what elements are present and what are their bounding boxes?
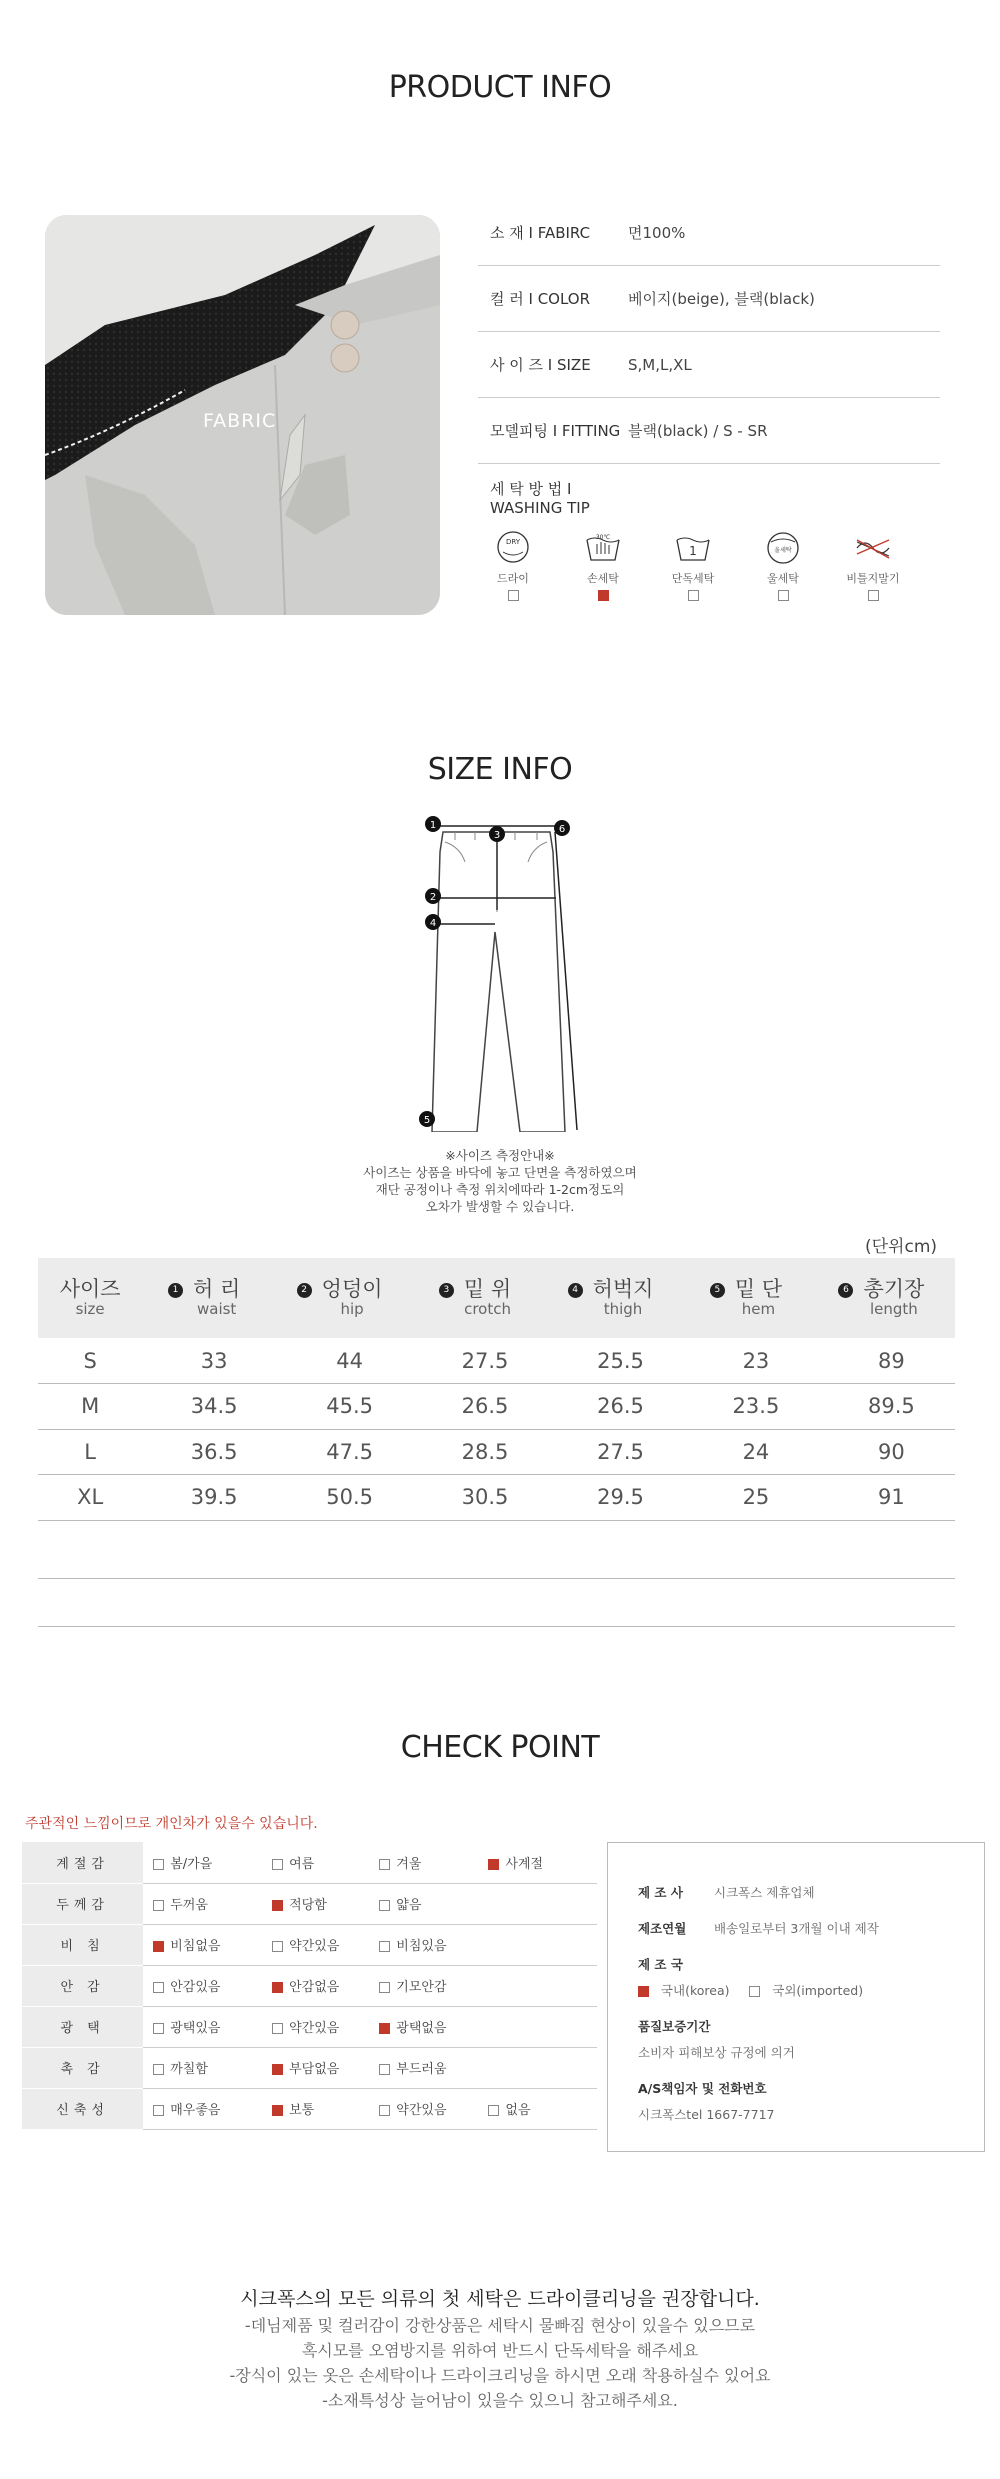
info-key: 컬 러 I COLOR [490,290,591,308]
option-label: 광택없음 [396,2021,447,2036]
empty-cell [478,1924,597,1965]
empty-cell [478,2006,597,2047]
size-guide [0,1147,1000,1215]
option-label: 얇음 [396,1898,422,1913]
option-label: 광택있음 [170,2021,221,2036]
header-en: crotch [464,1300,511,1319]
pants-diagram [415,812,595,1136]
wash-item [753,530,813,601]
product-info-row [478,200,940,266]
size-value: 28.5 [413,1429,537,1475]
option-label: 약간있음 [289,1939,340,1954]
option-checkbox[interactable] [153,1900,164,1911]
header-en: hem [741,1300,776,1319]
check-option[interactable] [369,2047,478,2088]
option-checkbox[interactable] [272,1859,283,1870]
check-point-label: 촉 감 [22,2047,143,2088]
measure-number-badge: 5 [710,1283,725,1298]
check-option[interactable] [262,2088,369,2129]
size-info-title: SIZE INFO [427,752,573,787]
size-label: S [38,1338,142,1384]
option-checkbox[interactable] [153,1941,164,1952]
separate-wash-icon [673,530,713,566]
domestic-label: 국내(korea) [660,1983,730,1998]
domestic-checkbox[interactable] [638,1986,649,1997]
wash-label: 울세탁 [767,572,799,585]
country-key: 제 조 국 [638,1957,683,1972]
option-checkbox[interactable] [488,1859,499,1870]
svg-text:3: 3 [493,830,501,841]
check-option[interactable] [262,1924,369,1965]
info-value: 베이지(beige), 블랙(black) [628,290,815,308]
product-info-row [478,266,940,332]
option-label: 겨울 [396,1856,422,1872]
header-en: waist [196,1300,237,1319]
wash-checkbox[interactable] [778,590,789,601]
size-guide-line: ※사이즈 측정안내※ [445,1148,555,1163]
size-guide-line: 사이즈는 상품을 바닥에 놓고 단면을 측정하였으며 [363,1165,637,1180]
fabric-label: FABRIC [203,410,277,432]
empty-cell [478,2047,597,2088]
check-option[interactable] [143,1924,262,1965]
wash-label: 손세탁 [587,572,619,585]
size-value: 44 [266,1338,413,1384]
size-row [38,1475,955,1521]
size-value: 50.5 [266,1475,413,1521]
size-value: 25 [684,1475,808,1521]
imported-checkbox[interactable] [749,1986,760,1997]
option-label: 적당함 [289,1898,327,1913]
wash-item [663,530,723,601]
svg-text:울세탁: 울세탁 [774,547,792,554]
check-option[interactable] [369,2006,478,2047]
size-header [266,1258,413,1338]
wash-checkbox[interactable] [508,590,519,601]
check-point-row [22,2088,597,2129]
hand-wash-icon [583,530,623,566]
check-point-label: 안 감 [22,1965,143,2006]
size-value: 39.5 [142,1475,266,1521]
size-guide-line: 오차가 발생할 수 있습니다. [425,1199,575,1214]
wash-checkbox[interactable] [868,590,879,601]
option-label: 약간있음 [289,2021,340,2036]
as-key: A/S책임자 및 전화번호 [638,2081,767,2096]
size-value: 23.5 [684,1384,808,1430]
size-value: 27.5 [413,1338,537,1384]
size-value: 36.5 [142,1429,266,1475]
measure-number-badge: 4 [568,1283,583,1298]
measure-number-badge: 3 [439,1283,454,1298]
check-option[interactable] [143,2006,262,2047]
notice-line: 혹시모를 오염방지를 위하여 반드시 단독세탁을 해주세요 [301,2341,699,2360]
option-checkbox[interactable] [153,1859,164,1870]
option-label: 두꺼움 [170,1898,208,1913]
svg-text:1: 1 [429,820,437,831]
size-value: 89 [808,1338,955,1384]
check-point-title: CHECK POINT [400,1730,600,1765]
check-option[interactable] [478,2088,597,2129]
size-header [413,1258,537,1338]
header-ko: 사이즈 [59,1277,121,1302]
check-point-row [22,1883,597,1924]
option-checkbox[interactable] [272,2023,283,2034]
size-header [684,1258,808,1338]
option-label: 여름 [289,1856,315,1872]
option-label: 매우좋음 [170,2103,221,2118]
empty-cell [478,1965,597,2006]
measure-number-badge: 1 [168,1283,183,1298]
option-checkbox[interactable] [379,1900,390,1911]
size-value: 29.5 [537,1475,684,1521]
table-divider [38,1626,955,1627]
info-key: 모델피팅 I FITTING [490,422,621,440]
size-header [142,1258,266,1338]
info-value: 블랙(black) / S - SR [628,422,768,440]
header-ko: 허벅지 [592,1277,654,1302]
wash-checkbox[interactable] [688,590,699,601]
header-ko: 총기장 [863,1277,925,1302]
check-option[interactable] [143,1883,262,1924]
header-ko: 허 리 [193,1277,241,1302]
size-header [537,1258,684,1338]
manufacturer-info [607,1842,985,2152]
wool-wash-icon [763,530,803,566]
option-checkbox[interactable] [272,1941,283,1952]
option-checkbox[interactable] [379,1982,390,1993]
header-ko: 엉덩이 [321,1277,383,1302]
check-option[interactable] [262,1842,369,1883]
info-value: 면100% [628,224,686,242]
option-label: 안감없음 [289,1980,340,1995]
option-label: 기모안감 [396,1980,447,1995]
wash-checkbox[interactable] [598,590,609,601]
check-option[interactable] [262,1883,369,1924]
info-key: 세 탁 방 법 I WASHING TIP [490,479,590,517]
country-options [638,1981,954,1999]
option-label: 비침없음 [170,1939,221,1954]
size-label: XL [38,1475,142,1521]
header-ko: 밑 위 [463,1277,512,1302]
empty-cell [478,1883,597,1924]
wash-item [843,530,903,601]
svg-text:6: 6 [558,824,566,835]
check-option[interactable] [262,1965,369,2006]
size-value: 27.5 [537,1429,684,1475]
check-point-row [22,1842,597,1883]
product-info-row [478,398,940,464]
check-point-note: 주관적인 느낌이므로 개인차가 있을수 있습니다. [25,1816,318,1832]
laundry-notice [0,2313,1000,2413]
notice-line: -데님제품 및 컬러감이 강한상품은 세탁시 물빠짐 현상이 있을수 있으므로 [244,2316,756,2335]
check-point-label: 계절감 [22,1842,143,1883]
size-value: 90 [808,1429,955,1475]
wash-label: 드라이 [497,572,529,585]
header-en: size [75,1300,105,1319]
size-value: 34.5 [142,1384,266,1430]
dry-clean-icon [493,530,533,566]
svg-text:5: 5 [423,1115,431,1126]
check-option[interactable] [369,1842,478,1883]
check-point-row [22,2006,597,2047]
option-checkbox[interactable] [379,2023,390,2034]
option-checkbox[interactable] [272,2064,283,2075]
option-label: 약간있음 [396,2103,447,2118]
size-header [38,1258,142,1338]
measure-number-badge: 2 [297,1283,312,1298]
svg-text:2: 2 [429,892,437,903]
option-label: 부담없음 [289,2062,340,2077]
check-point-label: 신축성 [22,2088,143,2129]
option-label: 비침있음 [396,1939,447,1954]
check-point-label: 비 침 [22,1924,143,1965]
warranty-key: 품질보증기간 [638,2019,711,2034]
maker-value: 시크폭스 제휴업체 [714,1885,815,1900]
check-point-row [22,2047,597,2088]
check-option[interactable] [143,1842,262,1883]
option-checkbox[interactable] [153,2023,164,2034]
laundry-headline: 시크폭스의 모든 의류의 첫 세탁은 드라이클리닝을 권장합니다. [240,2288,760,2310]
fabric-photo [45,215,440,615]
size-label: L [38,1429,142,1475]
svg-text:DRY: DRY [505,538,521,546]
size-value: 91 [808,1475,955,1521]
check-option[interactable] [369,1924,478,1965]
size-table [38,1258,955,1521]
svg-text:4: 4 [429,918,437,929]
option-label: 안감있음 [170,1980,221,1995]
size-value: 26.5 [537,1384,684,1430]
option-checkbox[interactable] [379,2064,390,2075]
product-info-row [478,464,940,530]
option-checkbox[interactable] [379,1859,390,1870]
info-value: S,M,L,XL [628,355,692,374]
option-checkbox[interactable] [488,2105,499,2116]
check-option[interactable] [369,1965,478,2006]
warranty-value: 소비자 피해보상 규정에 의거 [638,2045,795,2060]
imported-label: 국외(imported) [772,1983,864,1998]
check-option[interactable] [143,1965,262,2006]
product-info-title: PRODUCT INFO [388,70,612,105]
check-option[interactable] [262,2006,369,2047]
size-value: 30.5 [413,1475,537,1521]
size-value: 89.5 [808,1384,955,1430]
check-point-row [22,1924,597,1965]
header-en: length [870,1300,918,1319]
size-value: 47.5 [266,1429,413,1475]
option-checkbox[interactable] [272,1982,283,1993]
size-guide-line: 재단 공정이나 측정 위치에따라 1-2cm정도의 [375,1182,625,1197]
table-divider [38,1578,955,1579]
option-checkbox[interactable] [153,2064,164,2075]
option-checkbox[interactable] [272,2105,283,2116]
check-point-label: 광 택 [22,2006,143,2047]
svg-text:30℃: 30℃ [595,534,611,541]
option-label: 보통 [289,2103,315,2118]
option-checkbox[interactable] [379,2105,390,2116]
wash-item [573,530,633,601]
option-label: 까칠함 [170,2062,208,2077]
check-point-table [22,1842,597,2130]
option-label: 없음 [505,2103,531,2118]
info-key: 사 이 즈 I SIZE [490,356,591,374]
size-value: 45.5 [266,1384,413,1430]
option-checkbox[interactable] [379,1941,390,1952]
option-checkbox[interactable] [153,1982,164,1993]
check-option[interactable] [262,2047,369,2088]
svg-text:1: 1 [689,544,697,558]
size-value: 23 [684,1338,808,1384]
check-option[interactable] [369,2088,478,2129]
product-info-row [478,332,940,398]
wash-label: 단독세탁 [671,572,715,585]
notice-line: -장식이 있는 옷은 손세탁이나 드라이크리닝을 하시면 오래 착용하실수 있어요 [229,2366,771,2385]
option-label: 부드러움 [396,2062,447,2077]
option-label: 사계절 [505,1856,544,1872]
size-value: 26.5 [413,1384,537,1430]
check-option[interactable] [478,1842,597,1883]
header-en: thigh [603,1300,643,1319]
info-key: 소 재 I FABIRC [490,224,591,242]
option-label: 봄/가을 [170,1856,213,1872]
measure-number-badge: 6 [838,1283,853,1298]
option-checkbox[interactable] [272,1900,283,1911]
size-row [38,1384,955,1430]
check-point-row [22,1965,597,2006]
date-value: 배송일로부터 3개월 이내 제작 [714,1921,879,1936]
size-header [808,1258,955,1338]
wash-label: 비틀지말기 [846,572,900,585]
check-point-label: 두께감 [22,1883,143,1924]
size-value: 33 [142,1338,266,1384]
notice-line: -소재특성상 늘어남이 있을수 있으니 참고해주세요. [322,2391,678,2410]
maker-key: 제 조 사 [638,1885,683,1900]
size-unit: (단위cm) [865,1237,938,1257]
size-value: 24 [684,1429,808,1475]
option-checkbox[interactable] [153,2105,164,2116]
check-option[interactable] [143,2088,262,2129]
no-wring-icon [853,530,893,566]
size-label: M [38,1384,142,1430]
size-row [38,1338,955,1384]
check-option[interactable] [369,1883,478,1924]
header-en: hip [340,1300,364,1319]
size-value: 25.5 [537,1338,684,1384]
date-key: 제조연월 [638,1921,687,1936]
size-row [38,1429,955,1475]
check-option[interactable] [143,2047,262,2088]
wash-item [483,530,543,601]
as-value: 시크폭스tel 1667-7717 [638,2107,775,2122]
header-ko: 밑 단 [734,1277,783,1302]
